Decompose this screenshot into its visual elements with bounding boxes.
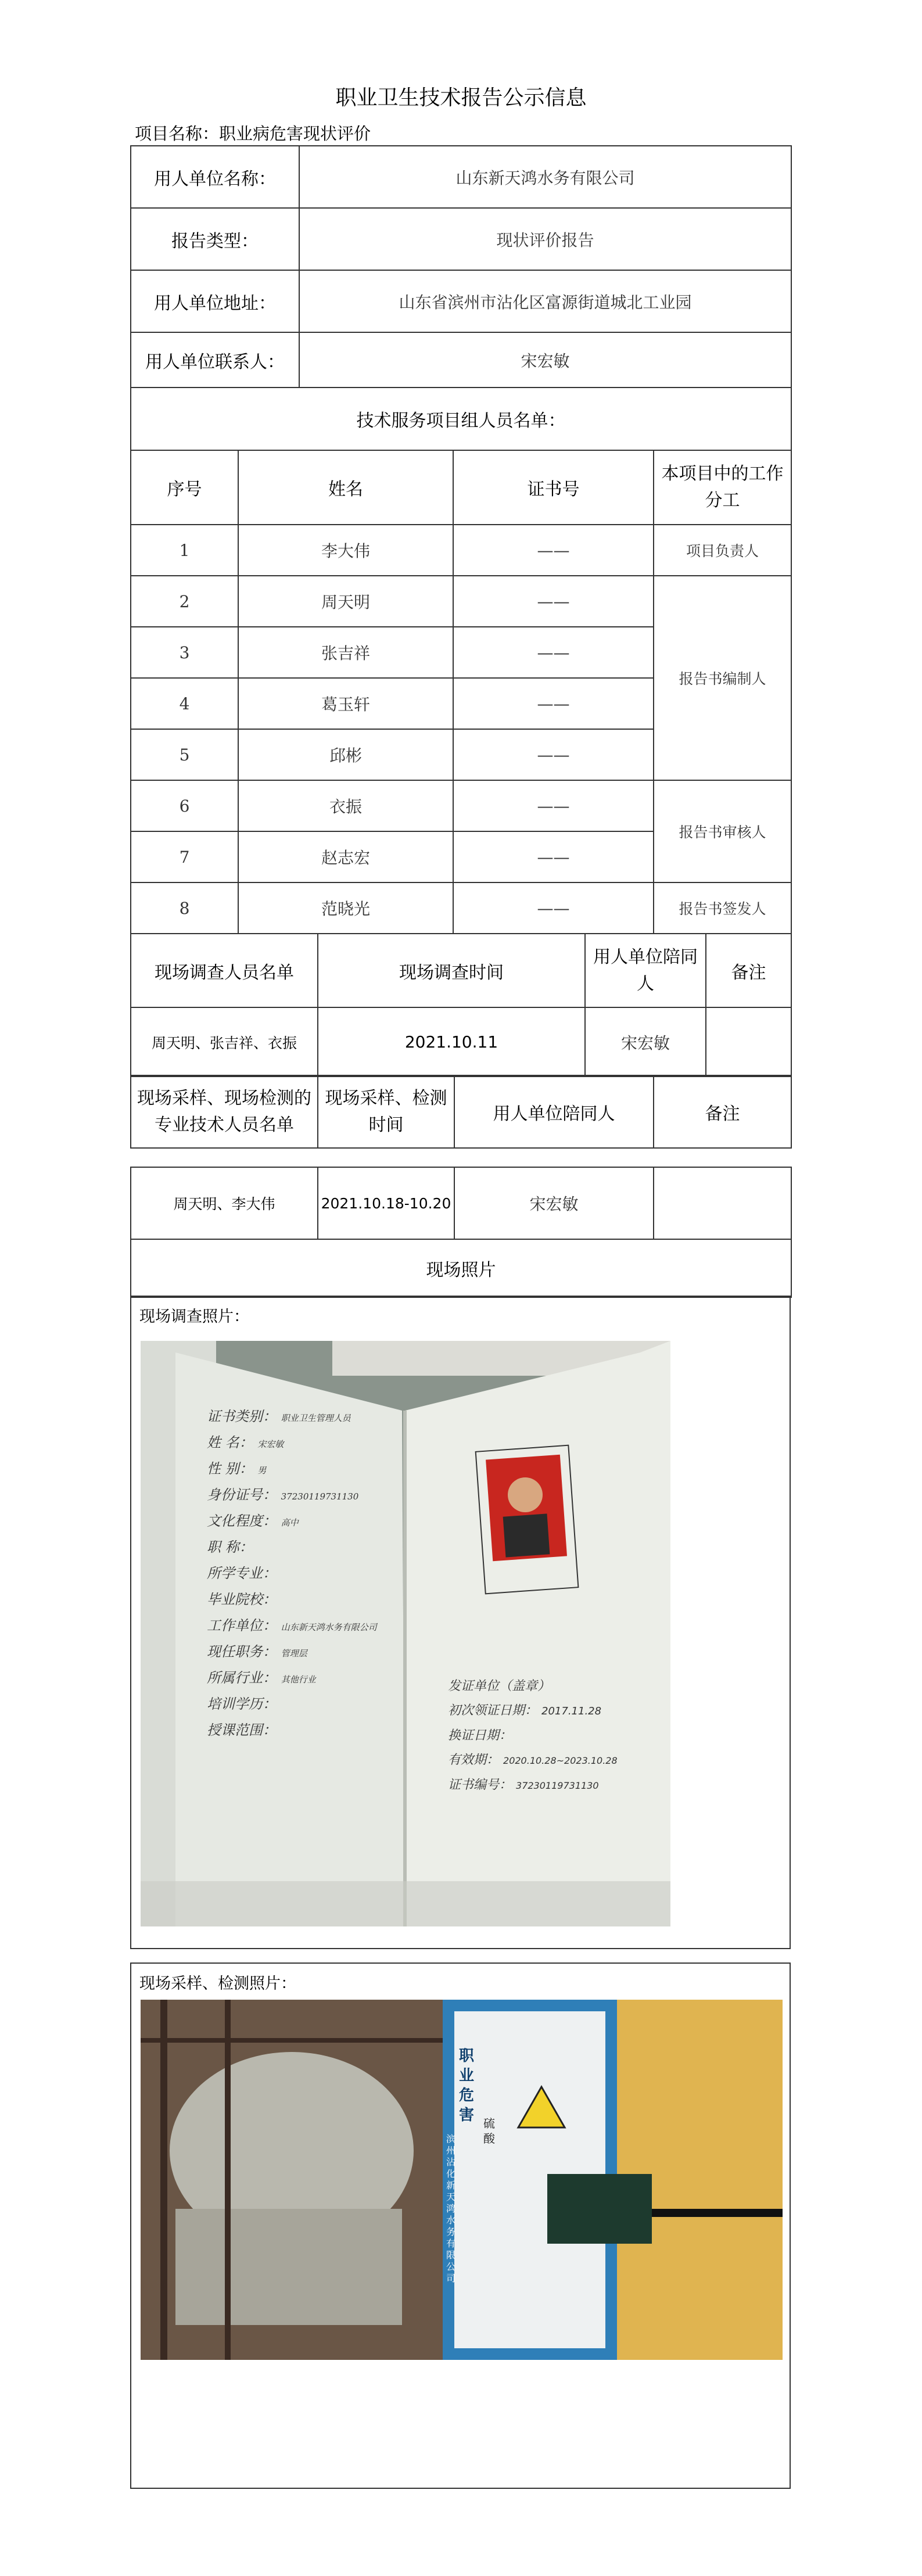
page-title: 职业卫生技术报告公示信息 — [335, 86, 587, 110]
certificate-right-page — [448, 1674, 618, 1798]
team-name: 张吉祥 — [238, 627, 453, 678]
survey-time: 2021.10.11 — [318, 1007, 585, 1077]
team-role: 报告书审核人 — [654, 780, 791, 882]
sampling-staff: 周天明、李大伟 — [131, 1167, 318, 1239]
team-cert: —— — [453, 831, 654, 882]
cert-field: 工作单位： 山东新天鸿水务有限公司 — [207, 1617, 377, 1634]
sampling-header-escort: 用人单位陪同人 — [454, 1075, 654, 1148]
team-no: 5 — [131, 729, 238, 780]
sampling-photo — [141, 2000, 783, 2360]
sampling-header-table — [130, 1075, 792, 1149]
info-value: 现状评价报告 — [299, 208, 791, 270]
team-header-name: 姓名 — [238, 450, 453, 525]
survey-table — [130, 933, 792, 1077]
team-cert: —— — [453, 576, 654, 627]
team-cert: —— — [453, 882, 654, 934]
info-label: 用人单位联系人： — [131, 332, 299, 388]
team-name: 衣振 — [238, 780, 453, 831]
info-table — [130, 145, 792, 451]
team-cert: —— — [453, 627, 654, 678]
sampling-header-staff: 现场采样、现场检测的专业技术人员名单 — [131, 1075, 318, 1148]
info-label: 用人单位地址： — [131, 270, 299, 332]
cert-field: 现任职务： 管理层 — [207, 1644, 307, 1660]
survey-escort: 宋宏敏 — [585, 1007, 706, 1077]
sign-chemical: 硫酸 — [483, 2116, 495, 2146]
cert-field: 培训学历： — [207, 1696, 277, 1712]
sign-company: 滨州沾化新天鸿水务有限公司 — [446, 2133, 456, 2284]
team-role: 报告书编制人 — [654, 576, 791, 780]
info-value: 宋宏敏 — [299, 332, 791, 388]
team-no: 6 — [131, 780, 238, 831]
photos-title: 现场照片 — [131, 1239, 791, 1297]
team-no: 2 — [131, 576, 238, 627]
team-cert: —— — [453, 729, 654, 780]
cert-field: 所学专业： — [207, 1565, 277, 1581]
team-name: 范晓光 — [238, 882, 453, 934]
team-role: 报告书签发人 — [654, 882, 791, 934]
project-name: 项目名称：职业病危害现状评价 — [135, 124, 371, 143]
survey-header-note: 备注 — [706, 934, 791, 1007]
sampling-note — [654, 1167, 791, 1239]
team-no: 7 — [131, 831, 238, 882]
cert-field: 文化程度： 高中 — [207, 1513, 299, 1529]
survey-photo-box — [130, 1296, 791, 1949]
cert-field: 证书编号： 37230119731130 — [448, 1778, 599, 1792]
sampling-photo-label: 现场采样、检测照片： — [139, 1975, 296, 1993]
team-table — [130, 450, 792, 934]
team-name: 李大伟 — [238, 525, 453, 576]
team-no: 1 — [131, 525, 238, 576]
team-no: 4 — [131, 678, 238, 729]
survey-note — [706, 1007, 791, 1077]
sampling-photo-box — [130, 1963, 791, 2489]
sampling-table — [130, 1167, 792, 1298]
team-cert: —— — [453, 678, 654, 729]
team-header-role: 本项目中的工作分工 — [654, 450, 791, 525]
cert-field: 证书类别： 职业卫生管理人员 — [207, 1408, 351, 1425]
cert-field: 毕业院校： — [207, 1591, 277, 1608]
team-no: 8 — [131, 882, 238, 934]
survey-header-escort: 用人单位陪同人 — [585, 934, 706, 1007]
team-name: 葛玉轩 — [238, 678, 453, 729]
cert-field: 换证日期： — [448, 1728, 512, 1743]
info-value: 山东新天鸿水务有限公司 — [299, 146, 791, 208]
certificate-left-page — [207, 1404, 377, 1744]
cert-field: 姓 名： 宋宏敏 — [207, 1434, 284, 1451]
team-name: 赵志宏 — [238, 831, 453, 882]
cert-field: 职 称： — [207, 1539, 253, 1555]
cert-field: 发证单位（盖章） — [448, 1679, 551, 1694]
sampling-time: 2021.10.18-10.20 — [318, 1167, 454, 1239]
sampling-escort: 宋宏敏 — [454, 1167, 654, 1239]
info-label: 用人单位名称： — [131, 146, 299, 208]
team-header-cert: 证书号 — [453, 450, 654, 525]
survey-photo-label: 现场调查照片： — [139, 1308, 249, 1326]
cert-field: 授课范围： — [207, 1722, 277, 1738]
sign-header: 职 业 危 害 — [459, 2047, 475, 2124]
survey-staff: 周天明、张吉祥、衣振 — [131, 1007, 318, 1077]
team-cert: —— — [453, 525, 654, 576]
info-label: 报告类型： — [131, 208, 299, 270]
team-title: 技术服务项目组人员名单： — [131, 388, 791, 450]
cert-field: 身份证号： 37230119731130 — [207, 1487, 359, 1503]
cert-field: 初次领证日期： 2017.11.28 — [448, 1703, 602, 1718]
cert-field: 有效期： 2020.10.28~2023.10.28 — [448, 1753, 618, 1767]
cert-field: 性 别： 男 — [207, 1461, 267, 1477]
sampling-header-time: 现场采样、检测时间 — [318, 1075, 454, 1148]
sampling-header-note: 备注 — [654, 1075, 791, 1148]
info-value: 山东省滨州市沾化区富源街道城北工业园 — [299, 270, 791, 332]
cert-field: 所属行业： 其他行业 — [207, 1670, 316, 1686]
team-cert: —— — [453, 780, 654, 831]
survey-header-staff: 现场调查人员名单 — [131, 934, 318, 1007]
team-header-no: 序号 — [131, 450, 238, 525]
team-role: 项目负责人 — [654, 525, 791, 576]
team-name: 邱彬 — [238, 729, 453, 780]
survey-header-time: 现场调查时间 — [318, 934, 585, 1007]
team-name: 周天明 — [238, 576, 453, 627]
team-no: 3 — [131, 627, 238, 678]
